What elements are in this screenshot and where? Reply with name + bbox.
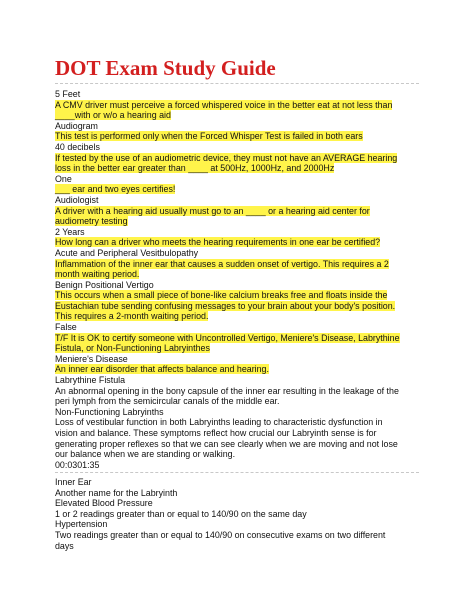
line-text: One bbox=[55, 173, 72, 184]
line-text: Hypertension bbox=[55, 519, 108, 530]
line-text: 00:0301:35 bbox=[55, 459, 100, 470]
line-text: our balance when we are standing or walking. bbox=[55, 449, 236, 460]
question-line bbox=[55, 110, 419, 121]
line-text: Eustachian tube sending confusing messages to your brain about your body's position. bbox=[55, 300, 396, 311]
line-text: An abnormal opening in the bony capsule of the inner ear resulting in the leakage of the bbox=[55, 385, 399, 396]
answer-line bbox=[55, 280, 419, 291]
question-line bbox=[55, 259, 419, 270]
question-line bbox=[55, 311, 419, 322]
line-text: peri lymph from the semicircular canals of the middle ear. bbox=[55, 396, 280, 407]
answer-line bbox=[55, 498, 419, 509]
line-text: Two readings greater than or equal to 140/90 on consecutive exams on two different bbox=[55, 529, 386, 540]
line-text: Inner Ear bbox=[55, 477, 92, 487]
answer-line bbox=[55, 142, 419, 153]
question-line bbox=[55, 206, 419, 217]
line-text: A driver with a hearing aid usually must go to an ____ or a hearing aid center for bbox=[55, 205, 370, 216]
question-line bbox=[55, 163, 419, 174]
answer-line bbox=[55, 541, 419, 552]
line-text: This occurs when a small piece of bone-like calcium breaks free and floats inside the bbox=[55, 290, 388, 301]
answer-line bbox=[55, 509, 419, 520]
line-text: This test is performed only when the Forced Whisper Test is failed in both ears bbox=[55, 131, 363, 142]
question-line bbox=[55, 184, 419, 195]
line-text: 40 decibels bbox=[55, 141, 100, 152]
flashcard-section-2 bbox=[55, 477, 419, 551]
line-text: ___ ear and two eyes certifies! bbox=[55, 184, 176, 195]
line-text: T/F It is OK to certify someone with Uncontrolled Vertigo, Meniere's Disease, Labrythine bbox=[55, 332, 400, 343]
question-line bbox=[55, 237, 419, 248]
question-line bbox=[55, 333, 419, 344]
question-line bbox=[55, 343, 419, 354]
line-text: Fistula, or Non-Functioning Labryinthes bbox=[55, 343, 210, 354]
line-text: Another name for the Labryinth bbox=[55, 487, 178, 498]
question-line bbox=[55, 269, 419, 280]
section-divider bbox=[55, 83, 419, 84]
line-text: 5 Feet bbox=[55, 89, 81, 99]
question-line bbox=[55, 153, 419, 164]
line-text: Acute and Peripheral Vesitbulopathy bbox=[55, 247, 199, 258]
line-text: loss in the better ear greater than ____ at 500Hz, 1000Hz, and 2000Hz bbox=[55, 163, 335, 174]
line-text: audiometry testing bbox=[55, 216, 128, 227]
answer-line bbox=[55, 396, 419, 407]
line-text: days bbox=[55, 540, 74, 551]
flashcard-section-1 bbox=[55, 89, 419, 470]
line-text: month waiting period. bbox=[55, 269, 140, 280]
question-line bbox=[55, 301, 419, 312]
answer-line bbox=[55, 417, 419, 428]
document-title: DOT Exam Study Guide bbox=[55, 56, 276, 80]
answer-line bbox=[55, 460, 419, 471]
line-text: Audiologist bbox=[55, 194, 99, 205]
answer-line bbox=[55, 407, 419, 418]
question-line bbox=[55, 100, 419, 111]
answer-line bbox=[55, 488, 419, 499]
question-line bbox=[55, 216, 419, 227]
line-text: An inner ear disorder that affects balance and hearing. bbox=[55, 364, 269, 375]
answer-line bbox=[55, 121, 419, 132]
line-text: Loss of vestibular function in both Labryinths leading to characteristic dysfunction in bbox=[55, 417, 383, 428]
line-text: Benign Positional Vertigo bbox=[55, 279, 154, 290]
line-text: generating proper reflexes so that we can see clearly when we are moving and not lose bbox=[55, 438, 398, 449]
answer-line bbox=[55, 386, 419, 397]
line-text: Non-Functioning Labryinths bbox=[55, 406, 164, 417]
answer-line bbox=[55, 439, 419, 450]
line-text: Elevated Blood Pressure bbox=[55, 498, 153, 509]
section-divider bbox=[55, 472, 419, 473]
line-text: This requires a 2-month waiting period. bbox=[55, 311, 209, 322]
answer-line bbox=[55, 519, 419, 530]
answer-line bbox=[55, 477, 419, 488]
line-text: ____with or w/o a hearing aid bbox=[55, 110, 171, 121]
answer-line bbox=[55, 89, 419, 100]
answer-line bbox=[55, 530, 419, 541]
answer-line bbox=[55, 354, 419, 365]
answer-line bbox=[55, 449, 419, 460]
line-text: 1 or 2 readings greater than or equal to 140/90 on the same day bbox=[55, 508, 307, 519]
line-text: Labrythine Fistula bbox=[55, 375, 126, 386]
answer-line bbox=[55, 195, 419, 206]
answer-line bbox=[55, 428, 419, 439]
answer-line bbox=[55, 322, 419, 333]
question-line bbox=[55, 290, 419, 301]
line-text: vision and balance. These symptoms reflect how crucial our Labryinth sense is for bbox=[55, 428, 377, 438]
question-line bbox=[55, 131, 419, 142]
line-text: False bbox=[55, 322, 77, 333]
answer-line bbox=[55, 227, 419, 238]
line-text: Meniere's Disease bbox=[55, 353, 128, 364]
line-text: Inflammation of the inner ear that causes a sudden onset of vertigo. This requires a 2 bbox=[55, 258, 389, 269]
line-text: How long can a driver who meets the hearing requirements in one ear be certified? bbox=[55, 237, 381, 248]
line-text: A CMV driver must perceive a forced whispered voice in the better eat at not less than bbox=[55, 99, 393, 110]
answer-line bbox=[55, 375, 419, 386]
line-text: If tested by the use of an audiometric device, they must not have an AVERAGE hearing bbox=[55, 152, 398, 163]
answer-line bbox=[55, 248, 419, 259]
question-line bbox=[55, 364, 419, 375]
answer-line bbox=[55, 174, 419, 185]
line-text: Audiogram bbox=[55, 120, 98, 131]
line-text: 2 Years bbox=[55, 226, 85, 237]
